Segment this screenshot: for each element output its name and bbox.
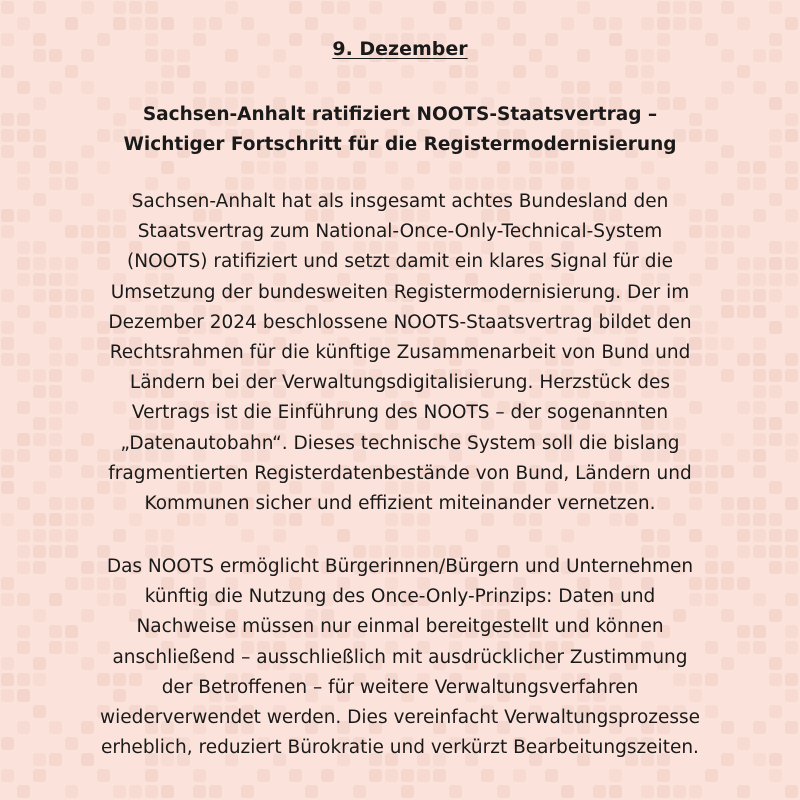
paragraph-line: Kommunen sicher und effizient miteinander vernetzen. (144, 493, 656, 515)
paragraph-line: wiederverwendet werden. Dies vereinfacht Verwaltungsprozesse (99, 707, 701, 729)
paragraph-line: künftig die Nutzung des Once-Only-Prinzips: Daten und (144, 586, 656, 608)
paragraph-2 (20, 552, 780, 763)
paragraph-line: Umsetzung der bundesweiten Registermodernisierung. Der im (110, 281, 690, 303)
article-headline (40, 100, 760, 160)
paragraph-line: Das NOOTS ermöglicht Bürgerinnen/Bürgern und Unternehmen (106, 556, 694, 577)
paragraph-line: „Datenautobahn“. Dieses technische System soll die bislang (120, 432, 680, 454)
paragraph-line: Rechtsrahmen für die künftige Zusammenarbeit von Bund und (109, 342, 691, 364)
paragraph-line: Ländern bei der Verwaltungsdigitalisierung. Herzstück des (129, 372, 671, 394)
paragraph-line: Sachsen-Anhalt hat als insgesamt achtes Bundesland den (131, 191, 669, 212)
paragraph-line: Vertrags ist die Einführung des NOOTS – der sogenannten (131, 402, 669, 424)
date-heading: 9. Dezember (332, 38, 468, 60)
headline-line: Sachsen-Anhalt ratifiziert NOOTS-Staatsvertrag – (142, 104, 658, 125)
paragraph-line: Nachweise müssen nur einmal bereitgestellt und können (136, 616, 664, 638)
paragraph-line: erheblich, reduziert Bürokratie und verkürzt Bearbeitungszeiten. (101, 737, 699, 759)
paragraph-line: fragmentierten Registerdatenbestände von Bund, Ländern und (108, 462, 692, 484)
paragraph-1 (20, 187, 780, 519)
paragraph-line: (NOOTS) ratifiziert und setzt damit ein klares Signal für die (127, 251, 673, 273)
paragraph-line: der Betroffenen – für weitere Verwaltungsverfahren (161, 676, 639, 698)
paragraph-line: Dezember 2024 beschlossene NOOTS-Staatsvertrag bildet den (108, 311, 692, 333)
headline-line: Wichtiger Fortschritt für die Registermodernisierung (123, 134, 677, 155)
paragraph-line: anschließend – ausschließlich mit ausdrücklicher Zustimmung (112, 646, 688, 668)
paragraph-line: Staatsvertrag zum National-Once-Only-Technical-System (137, 221, 663, 243)
